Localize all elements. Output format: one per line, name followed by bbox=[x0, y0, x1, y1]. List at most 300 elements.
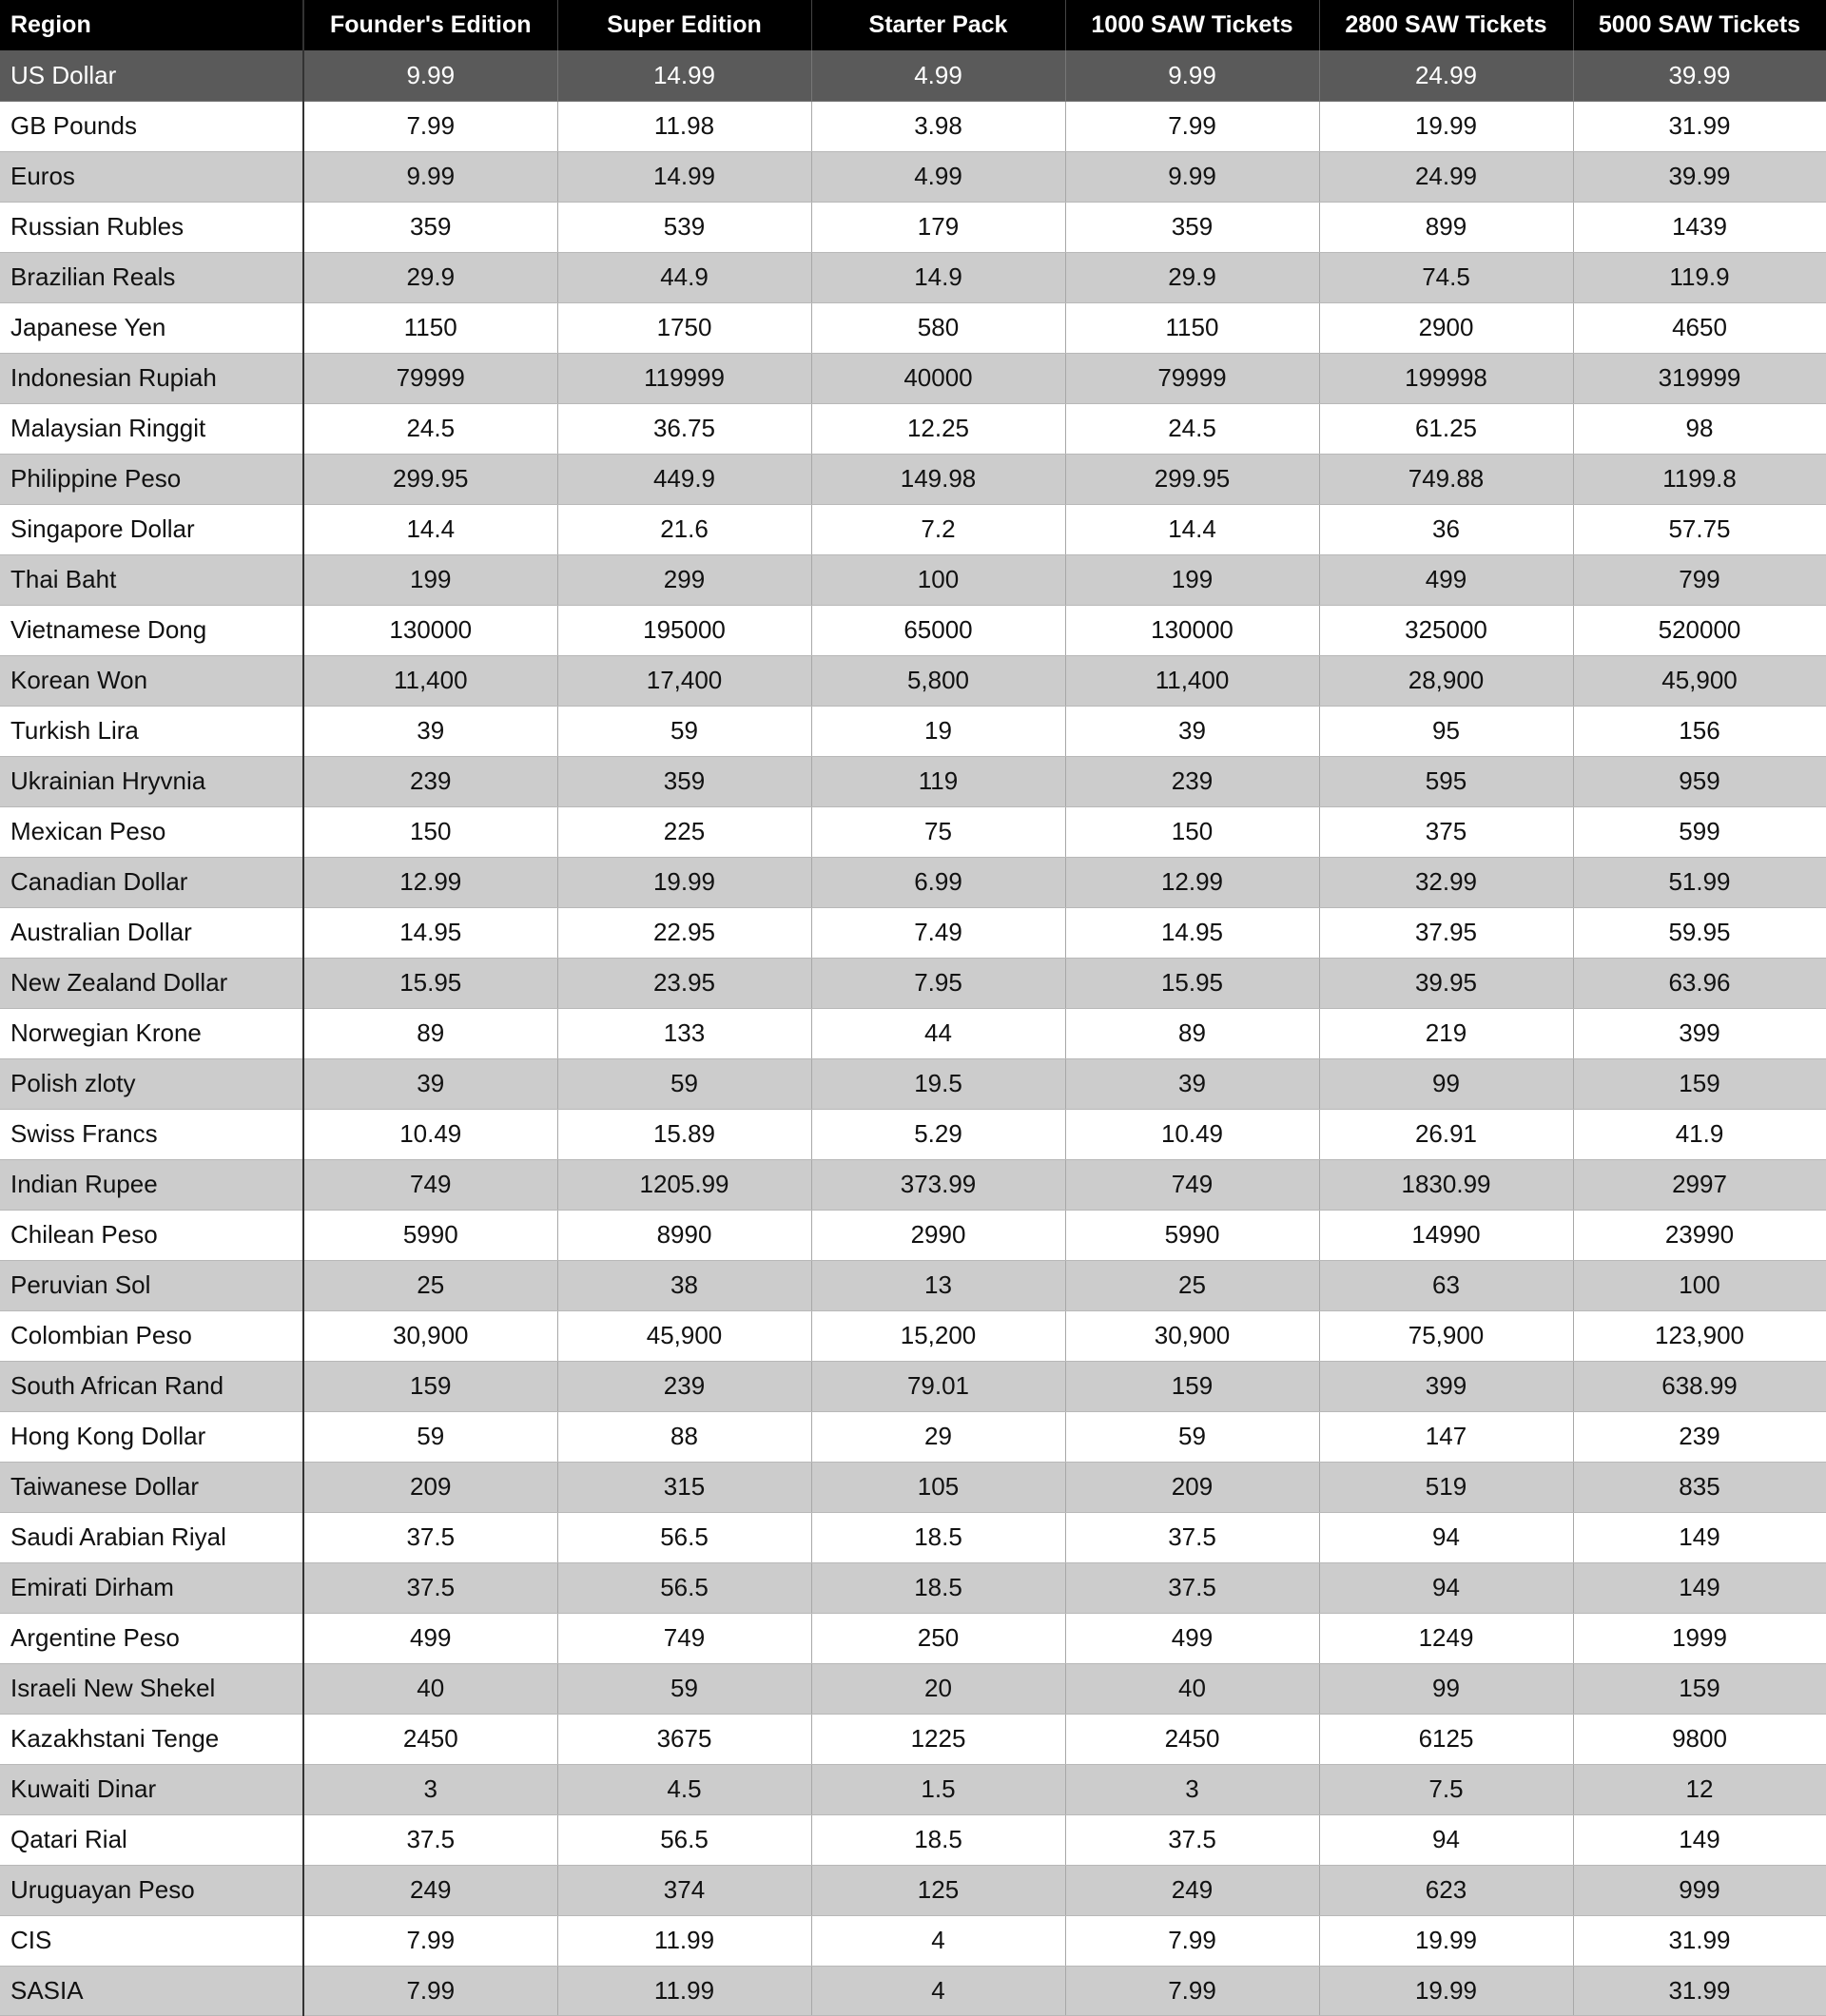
price-cell: 12 bbox=[1573, 1764, 1826, 1814]
price-cell: 125 bbox=[811, 1865, 1065, 1915]
price-cell: 14990 bbox=[1319, 1210, 1573, 1260]
price-cell: 6125 bbox=[1319, 1714, 1573, 1764]
region-cell: Canadian Dollar bbox=[0, 857, 303, 907]
region-cell: Russian Rubles bbox=[0, 202, 303, 252]
price-cell: 119 bbox=[811, 756, 1065, 806]
price-cell: 225 bbox=[557, 806, 811, 857]
price-cell: 11.99 bbox=[557, 1966, 811, 2015]
price-cell: 74.5 bbox=[1319, 252, 1573, 302]
price-cell: 749 bbox=[1065, 1159, 1319, 1210]
price-cell: 3 bbox=[303, 1764, 557, 1814]
price-cell: 57.75 bbox=[1573, 504, 1826, 554]
price-cell: 12.25 bbox=[811, 403, 1065, 454]
price-cell: 299 bbox=[557, 554, 811, 605]
region-cell: Swiss Francs bbox=[0, 1109, 303, 1159]
price-cell: 1225 bbox=[811, 1714, 1065, 1764]
price-cell: 7.99 bbox=[303, 1915, 557, 1966]
price-cell: 219 bbox=[1319, 1008, 1573, 1058]
region-cell: Argentine Peso bbox=[0, 1613, 303, 1663]
price-cell: 39.95 bbox=[1319, 958, 1573, 1008]
price-cell: 7.2 bbox=[811, 504, 1065, 554]
price-cell: 239 bbox=[1065, 756, 1319, 806]
table-row bbox=[0, 101, 1826, 151]
price-cell: 105 bbox=[811, 1462, 1065, 1512]
price-cell: 199 bbox=[303, 554, 557, 605]
table-row bbox=[0, 454, 1826, 504]
price-cell: 359 bbox=[557, 756, 811, 806]
price-cell: 449.9 bbox=[557, 454, 811, 504]
price-cell: 499 bbox=[1319, 554, 1573, 605]
price-cell: 799 bbox=[1573, 554, 1826, 605]
price-cell: 65000 bbox=[811, 605, 1065, 655]
price-cell: 14.4 bbox=[1065, 504, 1319, 554]
table-row bbox=[0, 1613, 1826, 1663]
price-cell: 37.5 bbox=[1065, 1562, 1319, 1613]
price-cell: 7.99 bbox=[1065, 1966, 1319, 2015]
price-cell: 835 bbox=[1573, 1462, 1826, 1512]
price-cell: 149.98 bbox=[811, 454, 1065, 504]
price-cell: 37.5 bbox=[303, 1562, 557, 1613]
table-row bbox=[0, 1462, 1826, 1512]
table-row bbox=[0, 1260, 1826, 1310]
table-row bbox=[0, 353, 1826, 403]
region-cell: Thai Baht bbox=[0, 554, 303, 605]
price-cell: 95 bbox=[1319, 706, 1573, 756]
price-cell: 10.49 bbox=[1065, 1109, 1319, 1159]
price-cell: 14.9 bbox=[811, 252, 1065, 302]
price-cell: 359 bbox=[1065, 202, 1319, 252]
price-cell: 299.95 bbox=[1065, 454, 1319, 504]
price-cell: 25 bbox=[303, 1260, 557, 1310]
region-cell: Emirati Dirham bbox=[0, 1562, 303, 1613]
price-cell: 133 bbox=[557, 1008, 811, 1058]
region-cell: Mexican Peso bbox=[0, 806, 303, 857]
price-cell: 130000 bbox=[303, 605, 557, 655]
price-cell: 18.5 bbox=[811, 1814, 1065, 1865]
region-cell: Taiwanese Dollar bbox=[0, 1462, 303, 1512]
region-cell: Ukrainian Hryvnia bbox=[0, 756, 303, 806]
price-cell: 30,900 bbox=[1065, 1310, 1319, 1361]
price-cell: 315 bbox=[557, 1462, 811, 1512]
price-cell: 599 bbox=[1573, 806, 1826, 857]
price-cell: 249 bbox=[303, 1865, 557, 1915]
price-cell: 37.95 bbox=[1319, 907, 1573, 958]
price-cell: 3675 bbox=[557, 1714, 811, 1764]
price-cell: 13 bbox=[811, 1260, 1065, 1310]
price-cell: 31.99 bbox=[1573, 1915, 1826, 1966]
price-cell: 44 bbox=[811, 1008, 1065, 1058]
price-cell: 18.5 bbox=[811, 1562, 1065, 1613]
price-cell: 4 bbox=[811, 1915, 1065, 1966]
price-cell: 539 bbox=[557, 202, 811, 252]
price-cell: 749 bbox=[557, 1613, 811, 1663]
price-cell: 374 bbox=[557, 1865, 811, 1915]
price-cell: 88 bbox=[557, 1411, 811, 1462]
price-cell: 159 bbox=[1573, 1058, 1826, 1109]
price-cell: 15.95 bbox=[1065, 958, 1319, 1008]
price-cell: 20 bbox=[811, 1663, 1065, 1714]
table-row bbox=[0, 50, 1826, 101]
price-cell: 638.99 bbox=[1573, 1361, 1826, 1411]
price-cell: 399 bbox=[1319, 1361, 1573, 1411]
price-cell: 1150 bbox=[1065, 302, 1319, 353]
region-cell: Philippine Peso bbox=[0, 454, 303, 504]
region-cell: Qatari Rial bbox=[0, 1814, 303, 1865]
price-cell: 9.99 bbox=[1065, 151, 1319, 202]
price-cell: 899 bbox=[1319, 202, 1573, 252]
price-cell: 31.99 bbox=[1573, 101, 1826, 151]
region-cell: Turkish Lira bbox=[0, 706, 303, 756]
price-cell: 14.99 bbox=[557, 50, 811, 101]
price-cell: 1199.8 bbox=[1573, 454, 1826, 504]
price-cell: 199998 bbox=[1319, 353, 1573, 403]
price-cell: 7.99 bbox=[1065, 101, 1319, 151]
region-cell: Norwegian Krone bbox=[0, 1008, 303, 1058]
price-cell: 2997 bbox=[1573, 1159, 1826, 1210]
table-row bbox=[0, 1411, 1826, 1462]
price-cell: 209 bbox=[1065, 1462, 1319, 1512]
price-cell: 9.99 bbox=[303, 50, 557, 101]
price-cell: 156 bbox=[1573, 706, 1826, 756]
price-cell: 4 bbox=[811, 1966, 1065, 2015]
region-cell: CIS bbox=[0, 1915, 303, 1966]
price-cell: 38 bbox=[557, 1260, 811, 1310]
price-cell: 623 bbox=[1319, 1865, 1573, 1915]
table-row bbox=[0, 907, 1826, 958]
table-row bbox=[0, 1512, 1826, 1562]
price-cell: 61.25 bbox=[1319, 403, 1573, 454]
price-cell: 5990 bbox=[1065, 1210, 1319, 1260]
price-cell: 159 bbox=[1065, 1361, 1319, 1411]
region-cell: Uruguayan Peso bbox=[0, 1865, 303, 1915]
price-cell: 63.96 bbox=[1573, 958, 1826, 1008]
price-cell: 250 bbox=[811, 1613, 1065, 1663]
price-cell: 159 bbox=[1573, 1663, 1826, 1714]
region-cell: Brazilian Reals bbox=[0, 252, 303, 302]
table-row bbox=[0, 1714, 1826, 1764]
table-row bbox=[0, 806, 1826, 857]
price-cell: 319999 bbox=[1573, 353, 1826, 403]
price-cell: 39.99 bbox=[1573, 50, 1826, 101]
price-cell: 147 bbox=[1319, 1411, 1573, 1462]
price-cell: 4650 bbox=[1573, 302, 1826, 353]
table-row bbox=[0, 958, 1826, 1008]
price-cell: 1830.99 bbox=[1319, 1159, 1573, 1210]
table-row bbox=[0, 1966, 1826, 2015]
price-cell: 11.98 bbox=[557, 101, 811, 151]
table-row bbox=[0, 756, 1826, 806]
price-cell: 1999 bbox=[1573, 1613, 1826, 1663]
price-cell: 56.5 bbox=[557, 1562, 811, 1613]
price-cell: 14.95 bbox=[303, 907, 557, 958]
price-cell: 98 bbox=[1573, 403, 1826, 454]
price-cell: 59 bbox=[557, 706, 811, 756]
price-cell: 325000 bbox=[1319, 605, 1573, 655]
table-row bbox=[0, 1814, 1826, 1865]
price-cell: 19.5 bbox=[811, 1058, 1065, 1109]
price-cell: 40 bbox=[303, 1663, 557, 1714]
price-cell: 9.99 bbox=[303, 151, 557, 202]
price-cell: 39 bbox=[1065, 706, 1319, 756]
price-cell: 5.29 bbox=[811, 1109, 1065, 1159]
price-cell: 24.99 bbox=[1319, 50, 1573, 101]
price-cell: 29.9 bbox=[303, 252, 557, 302]
price-cell: 5990 bbox=[303, 1210, 557, 1260]
price-cell: 11,400 bbox=[303, 655, 557, 706]
price-cell: 59 bbox=[557, 1058, 811, 1109]
table-row bbox=[0, 857, 1826, 907]
region-cell: Colombian Peso bbox=[0, 1310, 303, 1361]
price-cell: 100 bbox=[811, 554, 1065, 605]
price-cell: 7.5 bbox=[1319, 1764, 1573, 1814]
table-row bbox=[0, 1159, 1826, 1210]
price-cell: 150 bbox=[303, 806, 557, 857]
column-header-region: Region bbox=[0, 0, 303, 50]
price-cell: 179 bbox=[811, 202, 1065, 252]
price-cell: 59 bbox=[303, 1411, 557, 1462]
table-row bbox=[0, 605, 1826, 655]
table-row bbox=[0, 1058, 1826, 1109]
price-cell: 12.99 bbox=[1065, 857, 1319, 907]
price-cell: 1750 bbox=[557, 302, 811, 353]
price-cell: 15.89 bbox=[557, 1109, 811, 1159]
price-cell: 56.5 bbox=[557, 1814, 811, 1865]
table-row bbox=[0, 504, 1826, 554]
header-row bbox=[0, 0, 1826, 50]
price-cell: 79.01 bbox=[811, 1361, 1065, 1411]
price-cell: 7.95 bbox=[811, 958, 1065, 1008]
price-cell: 30,900 bbox=[303, 1310, 557, 1361]
table-row bbox=[0, 1310, 1826, 1361]
price-cell: 4.99 bbox=[811, 151, 1065, 202]
price-cell: 149 bbox=[1573, 1814, 1826, 1865]
price-cell: 94 bbox=[1319, 1562, 1573, 1613]
column-header: 5000 SAW Tickets bbox=[1573, 0, 1826, 50]
price-cell: 520000 bbox=[1573, 605, 1826, 655]
price-cell: 37.5 bbox=[1065, 1814, 1319, 1865]
price-cell: 14.4 bbox=[303, 504, 557, 554]
price-cell: 89 bbox=[1065, 1008, 1319, 1058]
price-cell: 31.99 bbox=[1573, 1966, 1826, 2015]
price-cell: 75,900 bbox=[1319, 1310, 1573, 1361]
price-cell: 89 bbox=[303, 1008, 557, 1058]
region-cell: US Dollar bbox=[0, 50, 303, 101]
price-cell: 19.99 bbox=[557, 857, 811, 907]
price-cell: 75 bbox=[811, 806, 1065, 857]
price-cell: 59.95 bbox=[1573, 907, 1826, 958]
region-cell: SASIA bbox=[0, 1966, 303, 2015]
price-cell: 15,200 bbox=[811, 1310, 1065, 1361]
price-cell: 239 bbox=[303, 756, 557, 806]
region-cell: Chilean Peso bbox=[0, 1210, 303, 1260]
price-cell: 51.99 bbox=[1573, 857, 1826, 907]
price-cell: 41.9 bbox=[1573, 1109, 1826, 1159]
price-cell: 100 bbox=[1573, 1260, 1826, 1310]
price-cell: 209 bbox=[303, 1462, 557, 1512]
price-cell: 580 bbox=[811, 302, 1065, 353]
region-cell: Polish zloty bbox=[0, 1058, 303, 1109]
price-cell: 19.99 bbox=[1319, 101, 1573, 151]
price-cell: 399 bbox=[1573, 1008, 1826, 1058]
price-cell: 28,900 bbox=[1319, 655, 1573, 706]
table-row bbox=[0, 1008, 1826, 1058]
price-cell: 5,800 bbox=[811, 655, 1065, 706]
price-cell: 39 bbox=[1065, 1058, 1319, 1109]
price-cell: 19 bbox=[811, 706, 1065, 756]
price-cell: 149 bbox=[1573, 1512, 1826, 1562]
price-cell: 1439 bbox=[1573, 202, 1826, 252]
price-cell: 2450 bbox=[303, 1714, 557, 1764]
price-cell: 36 bbox=[1319, 504, 1573, 554]
price-cell: 959 bbox=[1573, 756, 1826, 806]
region-cell: GB Pounds bbox=[0, 101, 303, 151]
price-cell: 7.49 bbox=[811, 907, 1065, 958]
price-cell: 79999 bbox=[1065, 353, 1319, 403]
price-cell: 499 bbox=[1065, 1613, 1319, 1663]
price-cell: 8990 bbox=[557, 1210, 811, 1260]
price-cell: 7.99 bbox=[303, 101, 557, 151]
price-cell: 15.95 bbox=[303, 958, 557, 1008]
price-cell: 373.99 bbox=[811, 1159, 1065, 1210]
price-cell: 999 bbox=[1573, 1865, 1826, 1915]
price-cell: 130000 bbox=[1065, 605, 1319, 655]
table-row bbox=[0, 202, 1826, 252]
region-cell: Hong Kong Dollar bbox=[0, 1411, 303, 1462]
price-cell: 9800 bbox=[1573, 1714, 1826, 1764]
price-cell: 2450 bbox=[1065, 1714, 1319, 1764]
price-cell: 14.95 bbox=[1065, 907, 1319, 958]
price-cell: 519 bbox=[1319, 1462, 1573, 1512]
region-cell: Indian Rupee bbox=[0, 1159, 303, 1210]
price-cell: 7.99 bbox=[303, 1966, 557, 2015]
price-cell: 99 bbox=[1319, 1058, 1573, 1109]
price-cell: 11,400 bbox=[1065, 655, 1319, 706]
price-cell: 39 bbox=[303, 1058, 557, 1109]
price-cell: 45,900 bbox=[1573, 655, 1826, 706]
price-cell: 19.99 bbox=[1319, 1966, 1573, 2015]
price-cell: 499 bbox=[303, 1613, 557, 1663]
price-cell: 359 bbox=[303, 202, 557, 252]
price-cell: 18.5 bbox=[811, 1512, 1065, 1562]
price-cell: 1.5 bbox=[811, 1764, 1065, 1814]
region-cell: New Zealand Dollar bbox=[0, 958, 303, 1008]
price-cell: 1205.99 bbox=[557, 1159, 811, 1210]
price-cell: 595 bbox=[1319, 756, 1573, 806]
table-row bbox=[0, 1663, 1826, 1714]
price-cell: 150 bbox=[1065, 806, 1319, 857]
price-cell: 119.9 bbox=[1573, 252, 1826, 302]
table-row bbox=[0, 1562, 1826, 1613]
price-cell: 17,400 bbox=[557, 655, 811, 706]
price-cell: 40000 bbox=[811, 353, 1065, 403]
table-row bbox=[0, 706, 1826, 756]
price-cell: 45,900 bbox=[557, 1310, 811, 1361]
price-cell: 9.99 bbox=[1065, 50, 1319, 101]
price-cell: 375 bbox=[1319, 806, 1573, 857]
price-cell: 37.5 bbox=[303, 1512, 557, 1562]
region-cell: Peruvian Sol bbox=[0, 1260, 303, 1310]
price-cell: 299.95 bbox=[303, 454, 557, 504]
price-cell: 159 bbox=[303, 1361, 557, 1411]
table-row bbox=[0, 1109, 1826, 1159]
price-cell: 29 bbox=[811, 1411, 1065, 1462]
region-cell: Euros bbox=[0, 151, 303, 202]
column-header: Starter Pack bbox=[811, 0, 1065, 50]
price-cell: 10.49 bbox=[303, 1109, 557, 1159]
region-cell: Indonesian Rupiah bbox=[0, 353, 303, 403]
price-cell: 25 bbox=[1065, 1260, 1319, 1310]
price-cell: 56.5 bbox=[557, 1512, 811, 1562]
price-cell: 1150 bbox=[303, 302, 557, 353]
region-cell: Kazakhstani Tenge bbox=[0, 1714, 303, 1764]
region-cell: Singapore Dollar bbox=[0, 504, 303, 554]
price-cell: 12.99 bbox=[303, 857, 557, 907]
price-cell: 63 bbox=[1319, 1260, 1573, 1310]
column-header: Founder's Edition bbox=[303, 0, 557, 50]
price-cell: 123,900 bbox=[1573, 1310, 1826, 1361]
table-row bbox=[0, 655, 1826, 706]
region-cell: Malaysian Ringgit bbox=[0, 403, 303, 454]
price-cell: 94 bbox=[1319, 1512, 1573, 1562]
price-cell: 239 bbox=[1573, 1411, 1826, 1462]
price-cell: 2990 bbox=[811, 1210, 1065, 1260]
table-row bbox=[0, 1764, 1826, 1814]
price-cell: 37.5 bbox=[1065, 1512, 1319, 1562]
price-cell: 19.99 bbox=[1319, 1915, 1573, 1966]
price-cell: 79999 bbox=[303, 353, 557, 403]
region-cell: Vietnamese Dong bbox=[0, 605, 303, 655]
table-body bbox=[0, 50, 1826, 2015]
region-cell: Kuwaiti Dinar bbox=[0, 1764, 303, 1814]
table-row bbox=[0, 252, 1826, 302]
table-row bbox=[0, 554, 1826, 605]
price-cell: 26.91 bbox=[1319, 1109, 1573, 1159]
price-cell: 23990 bbox=[1573, 1210, 1826, 1260]
table-row bbox=[0, 1865, 1826, 1915]
column-header: 1000 SAW Tickets bbox=[1065, 0, 1319, 50]
price-cell: 3.98 bbox=[811, 101, 1065, 151]
price-cell: 23.95 bbox=[557, 958, 811, 1008]
price-cell: 24.99 bbox=[1319, 151, 1573, 202]
price-cell: 4.5 bbox=[557, 1764, 811, 1814]
region-cell: Japanese Yen bbox=[0, 302, 303, 353]
price-cell: 32.99 bbox=[1319, 857, 1573, 907]
region-cell: Korean Won bbox=[0, 655, 303, 706]
price-cell: 199 bbox=[1065, 554, 1319, 605]
table-row bbox=[0, 1361, 1826, 1411]
price-cell: 249 bbox=[1065, 1865, 1319, 1915]
region-cell: South African Rand bbox=[0, 1361, 303, 1411]
price-cell: 14.99 bbox=[557, 151, 811, 202]
price-cell: 24.5 bbox=[303, 403, 557, 454]
table-row bbox=[0, 403, 1826, 454]
price-cell: 149 bbox=[1573, 1562, 1826, 1613]
price-cell: 39.99 bbox=[1573, 151, 1826, 202]
price-cell: 4.99 bbox=[811, 50, 1065, 101]
price-cell: 39 bbox=[303, 706, 557, 756]
region-cell: Saudi Arabian Riyal bbox=[0, 1512, 303, 1562]
table-header bbox=[0, 0, 1826, 50]
price-cell: 3 bbox=[1065, 1764, 1319, 1814]
price-cell: 37.5 bbox=[303, 1814, 557, 1865]
price-cell: 44.9 bbox=[557, 252, 811, 302]
table-row bbox=[0, 1210, 1826, 1260]
price-cell: 195000 bbox=[557, 605, 811, 655]
price-cell: 59 bbox=[1065, 1411, 1319, 1462]
column-header: 2800 SAW Tickets bbox=[1319, 0, 1573, 50]
price-cell: 7.99 bbox=[1065, 1915, 1319, 1966]
price-cell: 2900 bbox=[1319, 302, 1573, 353]
